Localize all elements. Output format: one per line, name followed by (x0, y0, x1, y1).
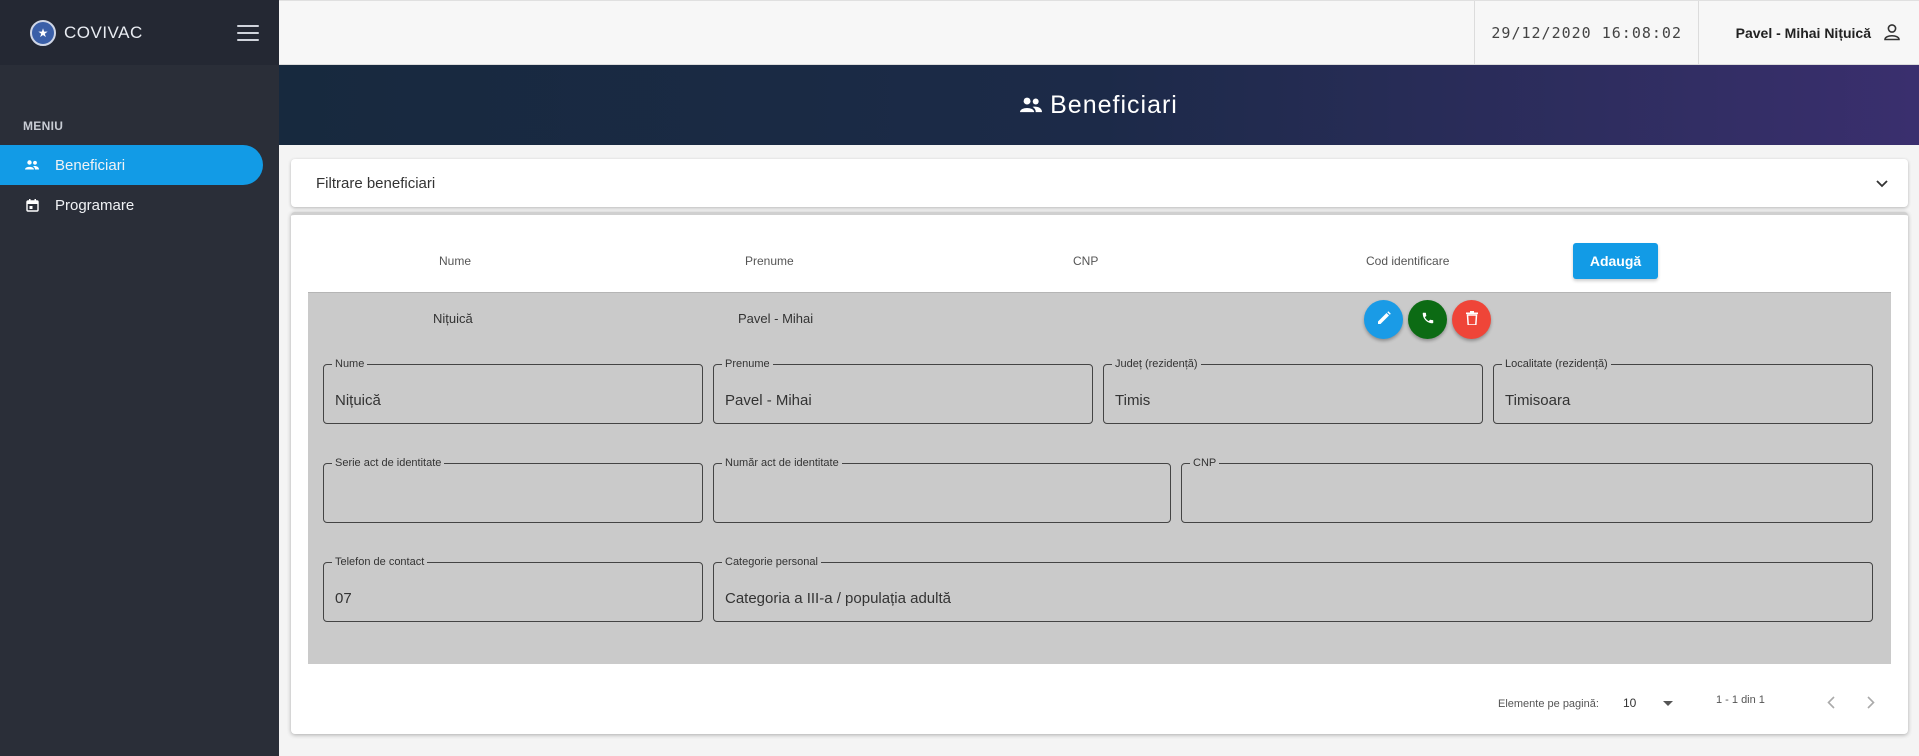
topbar (279, 0, 1919, 65)
column-header-nume[interactable]: Nume (439, 254, 472, 268)
table-header (291, 241, 1908, 281)
chevron-down-icon[interactable] (1876, 175, 1888, 192)
field-value: Pavel - Mihai (725, 392, 812, 409)
cnp-field[interactable] (1181, 457, 1873, 523)
table-row-expanded[interactable] (308, 292, 1891, 664)
pencil-icon (1377, 311, 1391, 328)
field-label: Prenume (722, 358, 773, 370)
sidebar-item-beneficiari[interactable] (0, 145, 263, 185)
sidebar-item-label: Programare (55, 196, 135, 214)
user-icon (1883, 23, 1901, 44)
prenume-field[interactable] (713, 358, 1093, 424)
page-size-value: 10 (1623, 696, 1637, 710)
field-value: Timisoara (1505, 392, 1571, 409)
field-label: Județ (rezidență) (1112, 358, 1201, 370)
user-menu[interactable] (1699, 1, 1919, 65)
paginator (291, 688, 1908, 718)
sidebar-item-label: Beneficiari (55, 156, 126, 174)
nume-field[interactable] (323, 358, 703, 424)
field-label: Localitate (rezidență) (1502, 358, 1611, 370)
sidebar-item-programare[interactable] (0, 185, 263, 225)
column-header-cod-identificare[interactable]: Cod identificare (1366, 254, 1450, 268)
trash-icon (1466, 311, 1478, 328)
user-name: Pavel - Mihai Nițuică (1735, 25, 1871, 41)
people-icon (24, 157, 40, 173)
categorie-field[interactable] (713, 556, 1873, 622)
row-nume: Nițuică (433, 311, 473, 326)
field-value: Categoria a III-a / populația adultă (725, 590, 951, 607)
field-label: Număr act de identitate (722, 457, 842, 469)
field-value: Timis (1115, 392, 1151, 409)
page-size-label: Elemente pe pagină: (1498, 698, 1599, 710)
field-label: Serie act de identitate (332, 457, 444, 469)
column-header-prenume[interactable]: Prenume (745, 254, 794, 268)
app-name: COVIVAC (64, 22, 143, 42)
people-icon (1020, 91, 1042, 120)
brand[interactable] (30, 20, 143, 46)
row-prenume: Pavel - Mihai (738, 311, 814, 326)
calendar-icon (24, 197, 40, 213)
next-page-button[interactable] (1859, 690, 1883, 714)
page-header (279, 65, 1919, 145)
dropdown-caret-icon (1663, 701, 1673, 706)
telefon-field[interactable] (323, 556, 703, 622)
page-title: Beneficiari (1050, 90, 1178, 119)
page-range: 1 - 1 din 1 (1716, 694, 1765, 706)
edit-button[interactable] (1364, 300, 1403, 339)
sidebar (0, 0, 279, 756)
datetime-display: 29/12/2020 16:08:02 (1474, 1, 1699, 65)
call-button[interactable] (1408, 300, 1447, 339)
field-label: Nume (332, 358, 367, 370)
menu-list (0, 145, 279, 225)
field-value: 07 (335, 590, 352, 607)
coat-of-arms-logo: ★ (30, 20, 56, 46)
filter-label: Filtrare beneficiari (316, 174, 436, 192)
numar-act-field[interactable] (713, 457, 1171, 523)
phone-icon (1421, 311, 1435, 328)
delete-button[interactable] (1452, 300, 1491, 339)
menu-toggle-icon[interactable] (237, 25, 259, 41)
sidebar-header (0, 0, 279, 65)
beneficiaries-card (291, 212, 1908, 734)
field-label: Categorie personal (722, 556, 821, 568)
menu-title: MENIU (23, 119, 64, 133)
judet-field[interactable] (1103, 358, 1483, 424)
localitate-field[interactable] (1493, 358, 1873, 424)
add-button[interactable]: Adaugă (1573, 243, 1658, 279)
filter-panel[interactable] (291, 159, 1908, 207)
column-header-cnp[interactable]: CNP (1073, 254, 1099, 268)
page-size-select[interactable] (1623, 696, 1673, 714)
field-value: Nițuică (335, 392, 381, 409)
previous-page-button[interactable] (1819, 690, 1843, 714)
field-label: CNP (1190, 457, 1219, 469)
field-label: Telefon de contact (332, 556, 427, 568)
serie-act-field[interactable] (323, 457, 703, 523)
